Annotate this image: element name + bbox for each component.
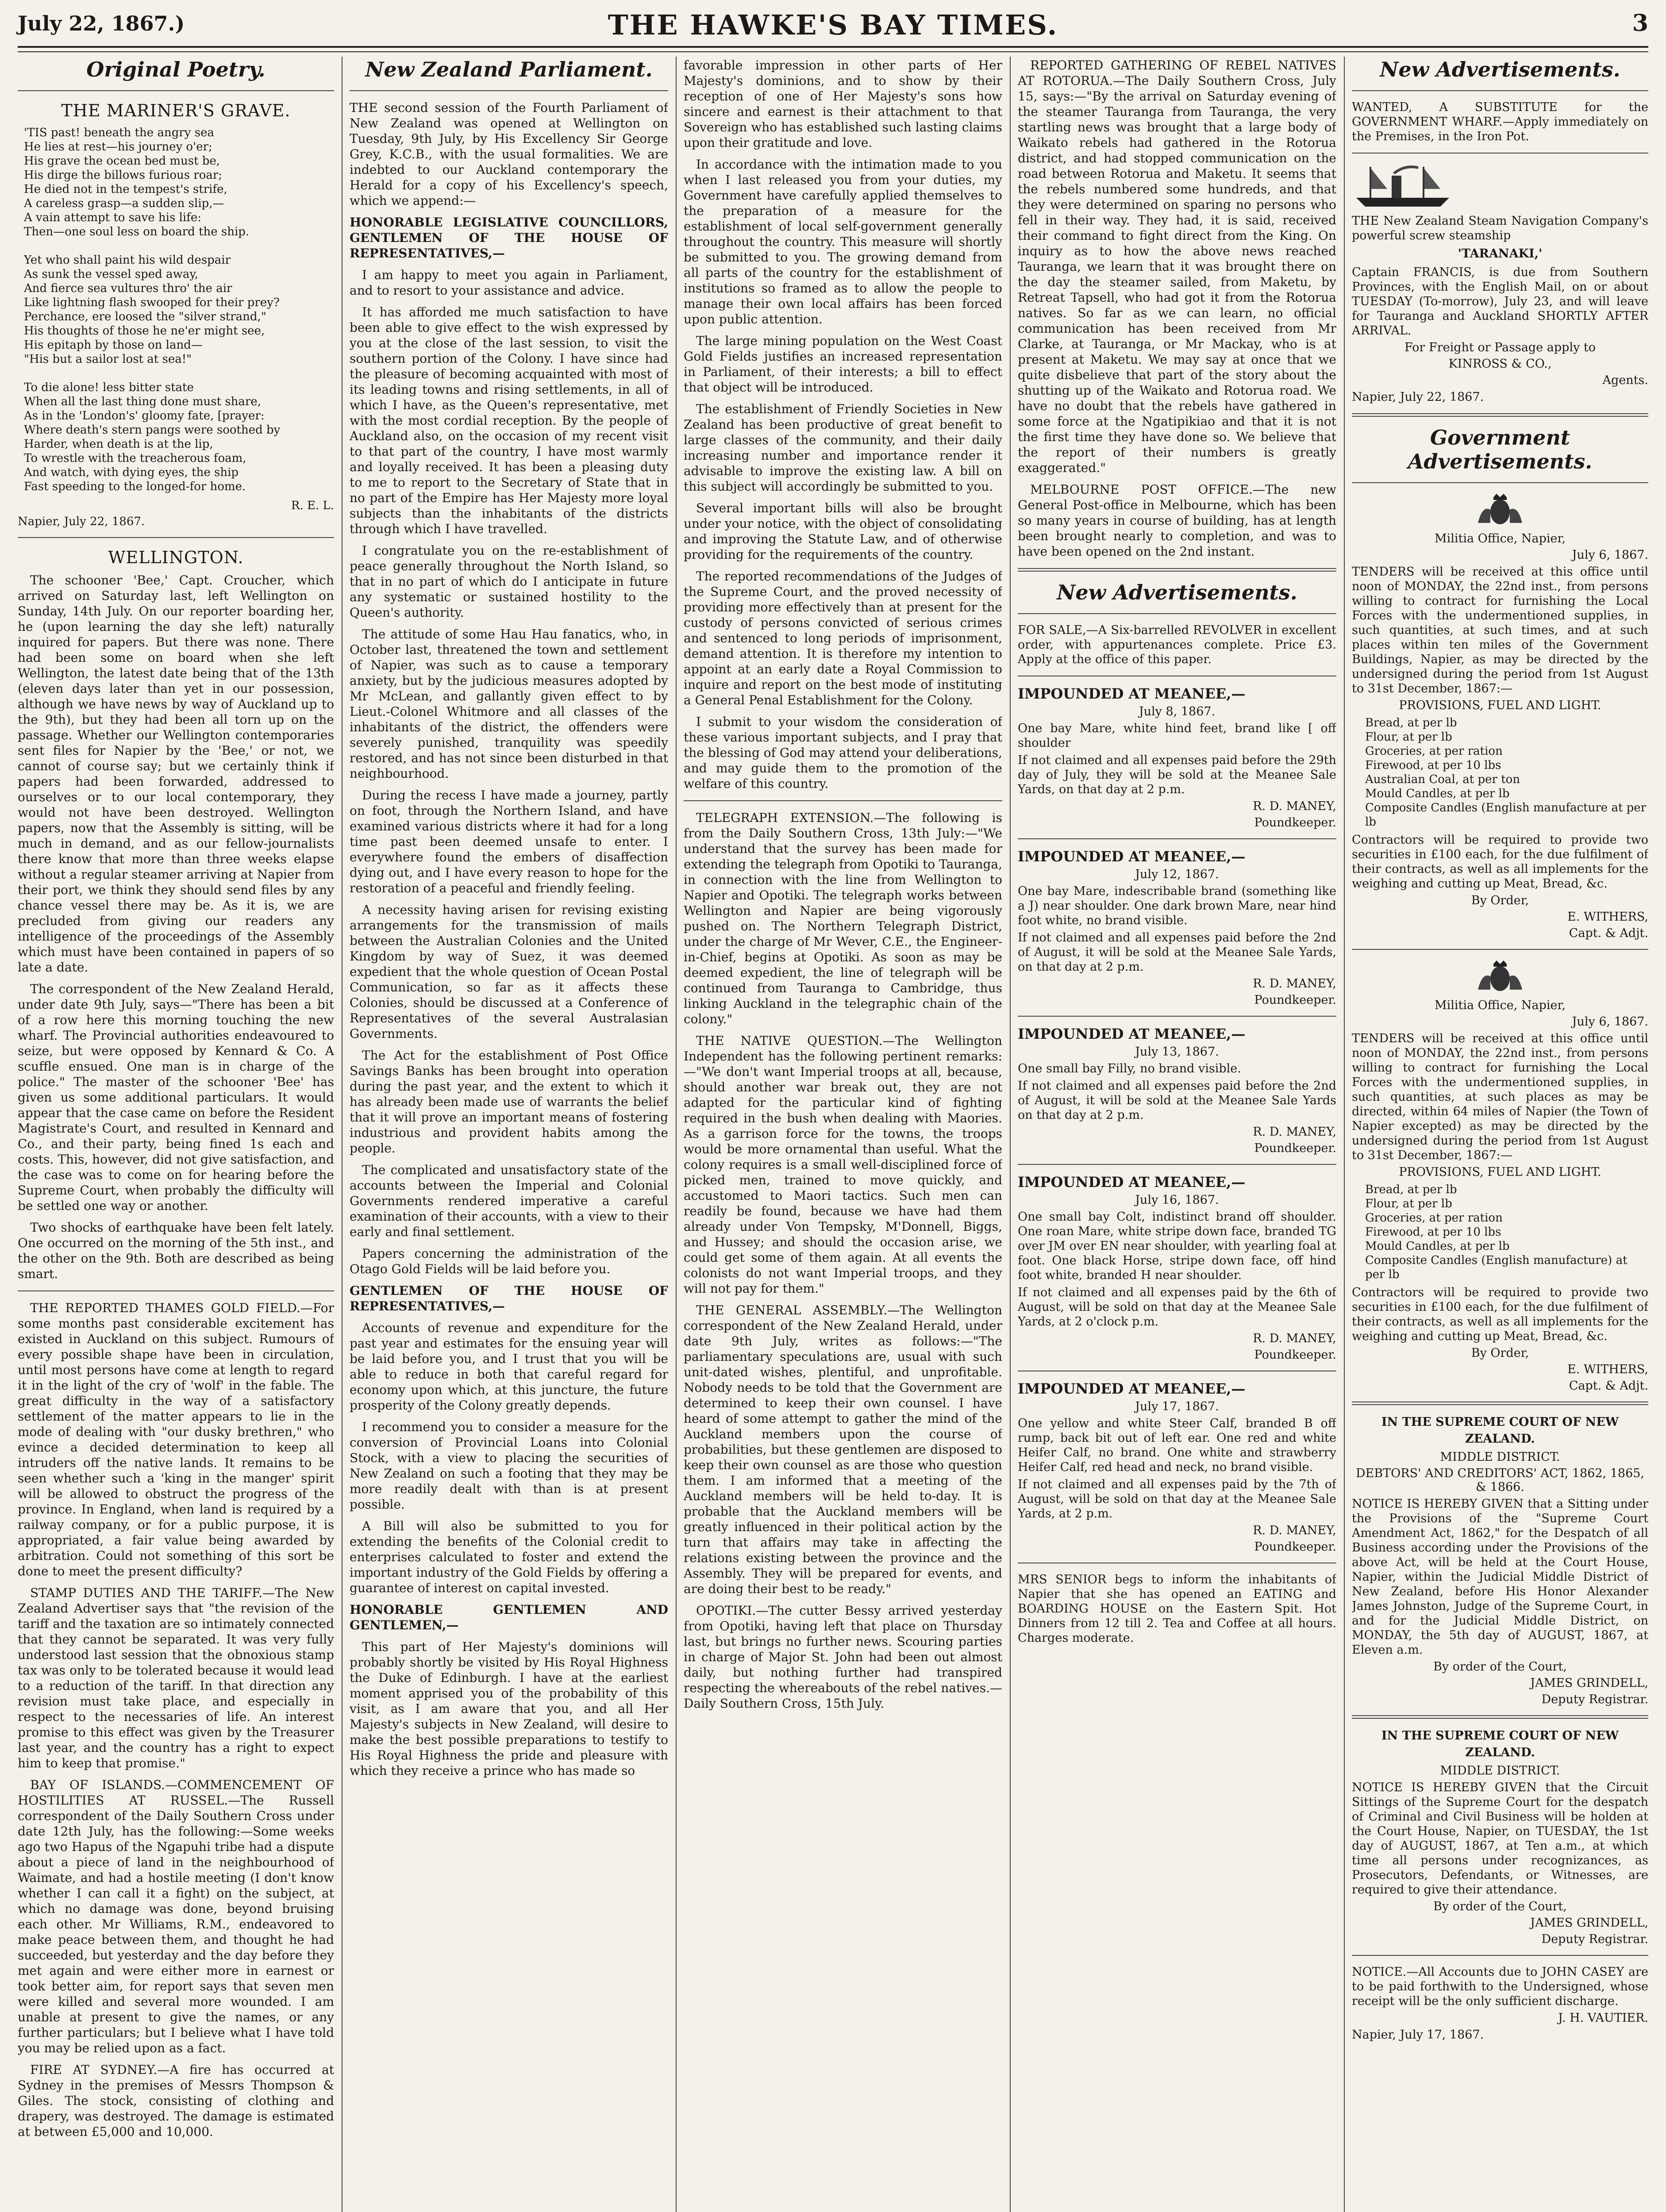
divider: [1352, 153, 1648, 154]
accounts-notice: [1352, 1965, 1648, 2042]
article-paragraph: FIRE AT SYDNEY.—A fire has occurred at Sydney in the premises of Messrs Thompson & Giles. The stock, consisting of clothing and drapery, was destroyed. The damage is estimated at between £5,000 and 10,000.: [18, 2062, 334, 2139]
steamship-freight: For Freight or Passage apply to: [1404, 341, 1596, 354]
tender-body: TENDERS will be received at this office until noon of MONDAY, the 22nd inst., from persons willing to contract for furnishing the Local Forces with the undermentioned supplies, in such quantities, at such places as may be directed, within 64 miles of Napier (the Town of Napier excepted) as may be directed by the undersigned during the period from 1st August to 31st December, 1867:—: [1352, 1032, 1648, 1162]
wellington-title: WELLINGTON.: [108, 548, 244, 567]
poem-line: Fast speeding to the longed-for home.: [24, 480, 246, 493]
court-notice: [1352, 1728, 1648, 1946]
divider: [1352, 1715, 1648, 1719]
impound-role: Poundkeeper.: [1254, 1348, 1336, 1362]
speech-paragraph: A necessity having arisen for revising existing arrangements for the transmission of mails between the Australian Colonies and the United Kingdom by way of Suez, it was deemed expedient that the whole question of Ocean Postal Communication, so far as it affects these Colonies, should be discussed at a Conference of Representatives of the several Australasian Governments.: [350, 902, 668, 1041]
impound-description: One bay Mare, indescribable brand (something like a J) near shoulder. One dark brown Mare, near hind foot white, no brand visible.: [1018, 884, 1336, 927]
masthead: [18, 8, 1648, 44]
column-1: [18, 58, 334, 2212]
tender-item: Firewood, at per 10 lbs: [1365, 759, 1501, 772]
impound-signer: R. D. MANEY,: [1253, 799, 1336, 813]
court-signer: JAMES GRINDELL,: [1530, 1676, 1648, 1690]
steamship-icon: [1352, 162, 1454, 211]
tender-notice: [1352, 492, 1648, 940]
melbourne-article: MELBOURNE POST OFFICE.—The new General Post-office in Melbourne, which has been so many years in course of building, has at length been brought nearly to completion, and was to have been opened on the 2nd instant.: [1018, 482, 1336, 559]
section-title-gov-ads: Government Advertisements.: [1408, 426, 1593, 473]
article-paragraph: STAMP DUTIES AND THE TARIFF.—The New Zealand Advertiser says that "the revision of the tariff and the taxation are so intimately connected that they cannot be separated. It was very fully understood last session that the obnoxious stamp tax was only to be tolerated because it would lead to a reduction of the tariff. In that direction any revision must take place, and especially in respect to the necessaries of life. An interest promise to this effect was given by the Treasurer last year, and the country has a right to expect him to keep that promise.": [18, 1586, 334, 1770]
speech-salutation: GENTLEMEN OF THE HOUSE OF REPRESENTATIVES,—: [350, 1283, 668, 1313]
impound-signer: R. D. MANEY,: [1253, 1332, 1336, 1345]
column-divider: [1010, 57, 1011, 2212]
poem-line: To die alone! less bitter state: [24, 381, 194, 394]
poem-title: THE MARINER'S GRAVE.: [61, 101, 291, 120]
impound-notice: [1018, 848, 1336, 1007]
tender-notice: [1352, 959, 1648, 1393]
column-2: [350, 58, 668, 2212]
article-paragraph: The correspondent of the New Zealand Herald, under date 9th July, says—"There has been a bit of a row here this morning touching the new wharf. The Provincial authorities endeavoured to seize, but were opposed by Kennard & Co. A scuffle ensued. One man is in charge of the police." The master of the schooner 'Bee' has given us some additional particulars. It would appear that the case came on before the Resident Magistrate's Court, and resulted in Kennard and Co., and their party, being fined 1s each and costs. This, however, did not give satisfaction, and the case was to come on for hearing before the Supreme Court, when probably the difficulty will be settled one way or another.: [18, 982, 334, 1213]
speech-paragraph: Papers concerning the administration of the Otago Gold Fields will be laid before you.: [350, 1246, 668, 1276]
impound-notice: [1018, 1380, 1336, 1554]
divider: [1352, 90, 1648, 91]
tender-signer: E. WITHERS,: [1567, 1363, 1648, 1376]
impound-heading: IMPOUNDED AT MEANEE,—: [1018, 1174, 1246, 1190]
speech-paragraph: Several important bills will also be brought under your notice, with the object of consolidating and improving the Statute Law, and of otherwise providing for the requirements of the country.: [684, 501, 1002, 562]
steamship-intro: THE New Zealand Steam Navigation Company's powerful screw steamship: [1352, 214, 1648, 242]
court-act: DEBTORS' AND CREDITORS' ACT, 1862, 1865, & 1866.: [1355, 1467, 1645, 1494]
steamship-name: 'TARANAKI,': [1458, 247, 1543, 261]
speech-paragraph: I congratulate you on the re-establishment of peace generally throughout the North Island, so that in no part of which do I anticipate in future any systematic or sustained hostility to the Queen's authority.: [350, 543, 668, 620]
column-3: [684, 58, 1002, 2212]
impound-terms: If not claimed and all expenses paid before the 2nd of August, it will be sold at the Meanee Sale Yards, on that day at 2 p.m.: [1018, 931, 1336, 974]
steamship-agent: KINROSS & CO.,: [1448, 357, 1552, 371]
divider: [1018, 838, 1336, 839]
impound-description: One small bay Filly, no brand visible.: [1018, 1062, 1241, 1075]
impound-notice: [1018, 1025, 1336, 1155]
tender-by-order: By Order,: [1471, 894, 1529, 907]
impound-signer: R. D. MANEY,: [1253, 977, 1336, 991]
tender-item: Flour, at per lb: [1365, 730, 1452, 744]
speech-paragraph: This part of Her Majesty's dominions will probably shortly be visited by His Royal Highness the Duke of Edinburgh. I have at the earliest moment apprised you of the probability of this visit, as I am aware that you, and all Her Majesty's subjects in New Zealand, will desire to make the best possible preparations to testify to His Royal Highness the pride and pleasure with which they receive a prince who has made so: [350, 1640, 668, 1778]
tender-item: Flour, at per lb: [1365, 1197, 1452, 1210]
impound-role: Poundkeeper.: [1254, 993, 1336, 1007]
tender-item: Composite Candles (English manufacture) at per lb: [1365, 1254, 1628, 1281]
court-notice: [1352, 1414, 1648, 1706]
speech-paragraph: The attitude of some Hau Hau fanatics, who, in October last, threatened the town and settlement of Napier, was such as to cause a temporary anxiety, but by the judicious measures adopted by Mr McLean, and gallantly given effect to by Lieut.-Colonel Whitmore and all classes of the inhabitants of the district, the offenders were severely punished, tranquility was speedily restored, and has not since been disturbed in that neighbourhood.: [350, 627, 668, 781]
speech-paragraph: I am happy to meet you again in Parliament, and to resort to your assistance and advice.: [350, 268, 668, 298]
court-heading: IN THE SUPREME COURT OF NEW ZEALAND.: [1381, 1415, 1619, 1446]
court-by-order: By order of the Court,: [1433, 1660, 1567, 1674]
poem-line: He died not in the tempest's strife,: [24, 183, 227, 196]
impound-signer: R. D. MANEY,: [1253, 1125, 1336, 1139]
divider: [1352, 1955, 1648, 1956]
accounts-notice-date: Napier, July 17, 1867.: [1352, 2028, 1484, 2042]
speech-paragraph: The complicated and unsatisfactory state of the accounts between the Imperial and Colonial Governments rendered imperative a careful examination of their accounts, with a view to their early and final settlement.: [350, 1163, 668, 1239]
column-4: [1018, 58, 1336, 2212]
poem-line: His thoughts of those he ne'er might see,: [24, 324, 265, 338]
poem-line: Perchance, ere loosed the "silver strand,": [24, 310, 266, 323]
speech-paragraph: In accordance with the intimation made to you when I last released you from your duties, my Government have carefully applied themselves to the preparation of a measure for the establishment of local self-government generally throughout the country. This measure will shortly be submitted to you. The growing demand from all parts of the country for the establishment of institutions so framed as to allow the people to manage their own local affairs has been forced upon public attention.: [684, 157, 1002, 326]
court-body: NOTICE IS HEREBY GIVEN that a Sitting under the Provisions of the "Supreme Court Amendment Act, 1862," for the Despatch of all Business according under the Provisions of the above Act, will be held at the Court House, Napier, within the Judicial Middle District of New Zealand, before His Honor Alexander James Johnston, Judge of the Supreme Court, in and for the Judicial Middle District, on MONDAY, the 5th day of AUGUST, 1867, at Eleven a.m.: [1352, 1497, 1648, 1657]
poem: [18, 126, 334, 494]
telegraph-article: TELEGRAPH EXTENSION.—The following is from the Daily Southern Cross, 13th July:—"We understand that the survey has been made for extending the telegraph from Opotiki to Tauranga, in connection with the line from Wellington to Napier and Opotiki. The telegraph works between Wellington and Napier are being vigorously pushed on. The Northern Telegraph District, under the charge of Mr Wever, C.E., the Engineer-in-Chief, begins at Opotiki. As soon as may be deemed expedient, the line of telegraph will be continued from Tauranga to Cambridge, thus linking Auckland in the telegraphic chain of the colony.": [684, 810, 1002, 1026]
speech-salutation: HONORABLE LEGISLATIVE COUNCILLORS, GENTLEMEN OF THE HOUSE OF REPRESENTATIVES,—: [350, 215, 668, 261]
royal-crest-icon: [1469, 492, 1531, 527]
impound-terms: If not claimed and all expenses paid before the 2nd of August, it will be sold at the Meanee Sale Yards on that day at 2 p.m.: [1018, 1079, 1336, 1122]
divider: [350, 90, 668, 91]
column-divider: [676, 57, 677, 2212]
tender-body: TENDERS will be received at this office until noon of MONDAY, the 22nd inst., from persons willing to contract for furnishing the Local Forces with the undermentioned supplies, in such quantities, at such times, and at such places within ten miles of the Government Buildings, Napier, as may be directed by the undersigned during the period from 1st August to 31st December, 1867:—: [1352, 565, 1648, 695]
poem-line: Yet who shall paint his wild despair: [24, 253, 231, 267]
speech-paragraph: The large mining population on the West Coast Gold Fields justifies an increased representation in Parliament, of their interests; a bill to effect that object will be introduced.: [684, 334, 1002, 395]
impound-notice: [1018, 685, 1336, 830]
divider: [1352, 1402, 1648, 1405]
speech-paragraph: I recommend you to consider a measure for the conversion of Provincial Loans into Colonial Stock, with a view to placing the securities of New Zealand on such a footing that they may be more readily dealt with than is at present possible.: [350, 1420, 668, 1512]
article-paragraph: BAY OF ISLANDS.—COMMENCEMENT OF HOSTILITIES AT RUSSEL.—The Russell correspondent of the Daily Southern Cross under date 12th July, has the following:—Some weeks ago two Hapus of the Ngapuhi tribe had a dispute about a piece of land in the neighbourhood of Waimate, and had a hostile meeting (I don't know whether I can call it a fight) on the subject, at which no damage was done, beyond bruising each other. Mr Williams, R.M., endeavored to make peace between them, and thought he had succeeded, but yesterday and the day before they met again and were either more in earnest or took better aim, for report says that seven men were killed and several more wounded. I am unable at present to give the names, or any further particulars; but I believe what I have told you may be relied upon as a fact.: [18, 1778, 334, 2055]
tender-item: Groceries, at per ration: [1365, 1211, 1503, 1225]
boarding-house-ad: [1018, 1572, 1336, 1645]
column-divider: [1344, 57, 1345, 2212]
steamship-ad: [1352, 162, 1648, 404]
speech-paragraph: A Bill will also be submitted to you for extending the benefits of the Colonial credit to enterprises calculated to foster and extend the important industry of the Gold Fields by offering a guarantee of interest on capital invested.: [350, 1519, 668, 1595]
divider: [18, 537, 334, 538]
article-paragraph: THE REPORTED THAMES GOLD FIELD.—For some months past considerable excitement has existed in Auckland on this subject. Rumours of every possible shape have been in circulation, until most persons have come at length to regard it in the light of the cry of 'wolf' in the fable. The great difficulty in the way of a satisfactory settlement of the matter appears to lie in the mode of dealing with "our dusky brethren," who evince a decided determination to keep all intruders off the native lands. It remains to be seen whether such a 'king in the manger' spirit will be allowed to obstruct the progress of the province. In England, when land is required by a railway company, or for a public purpose, it is appropriated, a fair value being awarded by arbitration. Could not something of this sort be done to meet the present difficulty?: [18, 1301, 334, 1578]
impound-date: July 16, 1867.: [1135, 1193, 1219, 1207]
impound-terms: If not claimed and all expenses paid by the 6th of August, will be sold on that day at the Meanee Sale Yards, at 2 o'clock p.m.: [1018, 1286, 1336, 1329]
poem-line: Harder, when death is at the lip,: [24, 438, 213, 451]
divider: [1018, 1164, 1336, 1165]
impound-description: One yellow and white Steer Calf, branded B off rump, back bit out of left ear. One red and white Heifer Calf, no brand. One white and strawberry Heifer Calf, red head and neck, no brand visible.: [1018, 1417, 1336, 1474]
divider: [18, 90, 334, 91]
court-heading: IN THE SUPREME COURT OF NEW ZEALAND.: [1381, 1729, 1619, 1759]
poem-signature: R. E. L.: [291, 499, 334, 512]
page-number: 3: [1632, 10, 1648, 37]
speech-paragraph: The reported recommendations of the Judges of the Supreme Court, and the proved necessity of providing more effectively than at present for the custody of persons convicted of serious crimes and sentenced to long periods of imprisonment, demand attention. It is therefore my intention to appoint at an early date a Royal Commission to inquire and report on the best mode of instituting a General Penal Establishment for the Colony.: [684, 569, 1002, 707]
column-5: [1352, 58, 1648, 2212]
poem-line: "His but a sailor lost at sea!": [24, 353, 192, 366]
impound-date: July 17, 1867.: [1135, 1400, 1219, 1413]
poem-date: Napier, July 22, 1867.: [18, 515, 145, 528]
speech-paragraph: favorable impression in other parts of Her Majesty's dominions, and to show by their reception of one of Her Majesty's sons how sincere and earnest is their attachment to that Sovereign who has established such lasting claims upon their gratitude and love.: [684, 58, 1002, 150]
court-district: MIDDLE DISTRICT.: [1440, 1764, 1560, 1778]
tender-terms: Contractors will be required to provide two securities in £100 each, for the due fulfilment of their contracts, as well as all implements for the weighing and cutting up Meat, Bread, &c.: [1352, 833, 1648, 891]
impound-heading: IMPOUNDED AT MEANEE,—: [1018, 1025, 1246, 1042]
accounts-notice-signer: J. H. VAUTIER.: [1558, 2011, 1648, 2025]
divider: [1352, 413, 1648, 417]
tender-signer: E. WITHERS,: [1567, 910, 1648, 924]
speech-paragraph: The Act for the establishment of Post Office Savings Banks has been brought into operation during the past year, and the extent to which it has already been made use of warrants the belief that it will prove an important means of fostering industrious and provident habits among the people.: [350, 1048, 668, 1156]
poem-line: His epitaph by those on land—: [24, 338, 203, 352]
impound-notice: [1018, 1174, 1336, 1362]
court-district: MIDDLE DISTRICT.: [1440, 1450, 1560, 1464]
impound-role: Poundkeeper.: [1254, 1540, 1336, 1554]
tender-item: Mould Candles, at per lb: [1365, 787, 1510, 800]
steamship-details: Captain FRANCIS, is due from Southern Provinces, with the English Mail, on or about TUESDAY (To-morrow), July 23, and will leave for Tauranga and Auckland SHORTLY AFTER ARRIVAL.: [1352, 265, 1648, 338]
tender-item: Firewood, at per 10 lbs: [1365, 1225, 1501, 1239]
article-paragraph: The schooner 'Bee,' Capt. Croucher, which arrived on Saturday last, left Wellington on Sunday, 14th July. On our reporter boarding her, he (upon learning the day she left) naturally inquired for papers. But there was none. There had been some on board when she left Wellington, the latest date being that of the 13th (eleven days later than yet in our possession, although we have news by way of Auckland up to the 9th), but they had been all torn up on the passage. Whether our Wellington contemporaries sent files for Napier by the 'Bee,' or not, we cannot of course say; but we certainly think if papers had been forwarded, addressed to ourselves or to our local contemporary, they would not have been destroyed. Wellington papers, now that the Assembly is sitting, will be much in demand, and as our fellow-journalists there know that more than three weeks elapse without a regular steamer arriving at Napier from their port, we think they should send files by any chance vessel there may be. As it is, we are precluded from giving our readers any intelligence of the proceedings of the Assembly which must have been contained in papers of so late a date.: [18, 573, 334, 975]
wanted-ad-text: WANTED, A SUBSTITUTE for the GOVERNMENT WHARF.—Apply immediately on the Premises, in the Iron Pot.: [1352, 100, 1648, 143]
tender-item: Australian Coal, at per ton: [1365, 773, 1520, 786]
poem-line: His dirge the billows furious roar;: [24, 169, 223, 182]
general-assembly-article: THE GENERAL ASSEMBLY.—The Wellington correspondent of the New Zealand Herald, under date 9th July, writes as follows:—"The parliamentary speculations are, usual with such unit-dated wishes, plentiful, and unprofitable. Nobody needs to be told that the Government are determined to keep their own counsel. I have heard of some attempt to gather the mind of the Auckland members upon the course of probabilities, but these gentlemen are disposed to keep their own counsel as are those who question them. I am informed that a meeting of the Auckland members will be held to-day. It is probable that the Auckland members will be greatly influenced in their political action by the turn that affairs may take in affecting the relations existing between the province and the Assembly. They will be prepared for events, and are doing their best to be ready.": [684, 1303, 1002, 1596]
poem-line: A careless grasp—a sudden slip,—: [24, 197, 224, 210]
speech-salutation: HONORABLE GENTLEMEN AND GENTLEMEN,—: [350, 1602, 668, 1632]
divider: [1352, 482, 1648, 483]
impound-date: July 12, 1867.: [1135, 868, 1219, 881]
tender-office: Militia Office, Napier,: [1434, 532, 1566, 545]
issue-date: July 22, 1867.): [18, 12, 185, 35]
article-paragraph: Two shocks of earthquake have been felt lately. One occurred on the morning of the 5th inst., and the other on the 9th. Both are described as being smart.: [18, 1220, 334, 1281]
tender-terms: Contractors will be required to provide two securities in £100 each, for the due fulfilment of their contracts, as well as all implements for the weighing and cutting up Meat, Bread, &c.: [1352, 1286, 1648, 1343]
tender-date: July 6, 1867.: [1572, 548, 1648, 562]
divider: [1018, 613, 1336, 614]
tender-date: July 6, 1867.: [1572, 1015, 1648, 1029]
speech-paragraph: Accounts of revenue and expenditure for the past year and estimates for the ensuing year will be laid before you, and I trust that you will be able to reduce in both that careful regard for economy upon which, at this juncture, the future prosperity of the Colony greatly depends.: [350, 1321, 668, 1413]
tender-item: Groceries, at per ration: [1365, 745, 1503, 758]
sale-ad: [1018, 623, 1336, 667]
poem-line: Then—one soul less on board the ship.: [24, 225, 250, 238]
impound-signer: R. D. MANEY,: [1253, 1524, 1336, 1537]
poem-line: Like lightning flash swooped for their prey?: [24, 296, 280, 309]
tender-item: Mould Candles, at per lb: [1365, 1240, 1510, 1253]
impound-description: One small bay Colt, indistinct brand off shoulder. One roan Mare, white stripe down face, branded TG over JM over EN near shoulder, with yearling foal at foot. One black Horse, stripe down face, off hind foot white, branded H near shoulder.: [1018, 1210, 1336, 1282]
tender-items: [1365, 1183, 1648, 1282]
poem-line: As in the 'London's' gloomy fate, [prayer:: [24, 409, 265, 422]
speech-paragraph: It has afforded me much satisfaction to have been able to give effect to the wish expressed by you at the close of the last session, to visit the southern portion of the Colony. I have since had the pleasure of becoming acquainted with most of its leading towns and rising settlements, in all of which I have, as the Queen's representative, met with the most cordial reception. By the people of Auckland also, on the occasion of my recent visit to that part of the country, I have most warmly and loyally received. It has been a pleasing duty to me to report to the Secretary of State that in no part of the Empire has Her Majesty more loyal subjects than the inhabitants of the districts through which I have travelled.: [350, 305, 668, 536]
tender-items: [1365, 716, 1648, 829]
impound-role: Poundkeeper.: [1254, 816, 1336, 830]
divider: [18, 1290, 334, 1291]
steamship-agents-label: Agents.: [1602, 373, 1648, 387]
tender-item: Bread, at per lb: [1365, 1183, 1457, 1196]
tender-by-order: By Order,: [1471, 1346, 1529, 1360]
section-title-parliament: New Zealand Parliament.: [365, 58, 653, 81]
speech-paragraph: I submit to your wisdom the consideration of these various important subjects, and I pray that the blessing of God may attend your deliberations, and may guide them to the promotion of the welfare of this country.: [684, 714, 1002, 791]
accounts-notice-text: NOTICE.—All Accounts due to JOHN CASEY are to be paid forthwith to the Undersigned, whose receipt will be the only sufficient discharge.: [1352, 1965, 1648, 2008]
impound-date: July 8, 1867.: [1139, 705, 1216, 718]
masthead-rule: [18, 46, 1648, 52]
tender-item: Bread, at per lb: [1365, 716, 1457, 730]
sale-ad-text: FOR SALE,—A Six-barrelled REVOLVER in excellent order, with appurtenances complete. Price £3. Apply at the office of this paper.: [1018, 623, 1336, 666]
impound-heading: IMPOUNDED AT MEANEE,—: [1018, 1380, 1246, 1397]
impound-description: One bay Mare, white hind feet, brand like [ off shoulder: [1018, 722, 1336, 750]
section-title-new-ads: New Advertisements.: [1380, 58, 1620, 81]
poem-line: And fierce sea vultures thro' the air: [24, 282, 232, 295]
impound-heading: IMPOUNDED AT MEANEE,—: [1018, 685, 1246, 702]
divider: [1018, 568, 1336, 572]
section-title-new-ads: New Advertisements.: [1057, 580, 1297, 604]
court-role: Deputy Registrar.: [1541, 1693, 1648, 1706]
impound-terms: If not claimed and all expenses paid by the 7th of August, will be sold on that day at the Meanee Sale Yards, at 2 p.m.: [1018, 1478, 1336, 1521]
native-question-article: THE NATIVE QUESTION.—The Wellington Independent has the following pertinent remarks:—"We don't want Imperial troops at all, because, should another war break out, they are not adapted for the particular kind of fighting required in the bush when dealing with Maories. As a garrison force for the towns, the troops would be more ornamental than useful. What the colony requires is a small well-disciplined force of picked men, trained to move quickly, and accustomed to Maori tactics. Such men can readily be found, because we have had them already under Von Tempsky, M'Donnell, Biggs, and Hussey; and should the occasion arise, we could get some of them again. At all events the colonists do not want Imperial troops, and they will not pay for them.": [684, 1033, 1002, 1296]
poem-line: His grave the ocean bed must be,: [24, 154, 220, 168]
divider: [1018, 1016, 1336, 1017]
tender-item: Composite Candles (English manufacture at per lb: [1365, 801, 1647, 829]
speech-paragraph: During the recess I have made a journey, partly on foot, through the Northern Island, and have examined various districts where it had for a long time past been deemed unsafe to enter. I everywhere found the embers of disaffection dying out, and I have every reason to hope for the restoration of a peaceful and friendly feeling.: [350, 788, 668, 895]
poem-line: As sunk the vessel sped away,: [24, 268, 198, 281]
divider: [1352, 949, 1648, 950]
poem-line: To wrestle with the treacherous foam,: [24, 452, 246, 465]
tender-role: Capt. & Adjt.: [1569, 1379, 1648, 1393]
poem-line: A vain attempt to save his life:: [24, 211, 201, 224]
article-intro: THE second session of the Fourth Parliament of New Zealand was opened at Wellington on Tuesday, 9th July, by His Excellency Sir George Grey, K.C.B., with the usual formalities. We are indebted to our Auckland contemporary the Herald for a copy of his Excellency's speech, which we append:—: [350, 100, 668, 208]
tender-office: Militia Office, Napier,: [1434, 998, 1566, 1012]
steamship-date: Napier, July 22, 1867.: [1352, 390, 1484, 404]
tender-list-title: PROVISIONS, FUEL AND LIGHT.: [1399, 1165, 1601, 1179]
impound-role: Poundkeeper.: [1254, 1141, 1336, 1155]
royal-crest-icon: [1469, 959, 1531, 994]
impound-heading: IMPOUNDED AT MEANEE,—: [1018, 848, 1246, 865]
impound-terms: If not claimed and all expenses paid before the 29th day of July, they will be sold at the Meanee Sale Yards, on that day at 2 p.m.: [1018, 753, 1336, 796]
impound-date: July 13, 1867.: [1135, 1045, 1219, 1059]
poem-line: And watch, with dying eyes, the ship: [24, 466, 239, 479]
court-role: Deputy Registrar.: [1541, 1932, 1648, 1946]
tender-list-title: PROVISIONS, FUEL AND LIGHT.: [1399, 699, 1601, 712]
poem-line: 'TIS past! beneath the angry sea: [24, 126, 214, 139]
court-body: NOTICE IS HEREBY GIVEN that the Circuit Sittings of the Supreme Court for the despatch of Criminal and Civil Business will be holden at the Court House, Napier, on TUESDAY, the 1st day of AUGUST, 1867, at Ten a.m., at which time all persons under recognizances, as Prosecutors, Defendants, or Witnesses, are required to give their attendance.: [1352, 1781, 1648, 1897]
court-signer: JAMES GRINDELL,: [1530, 1916, 1648, 1930]
poem-line: Where death's stern pangs were soothed by: [24, 423, 281, 437]
newspaper-title: THE HAWKE'S BAY TIMES.: [608, 9, 1058, 41]
boarding-house-text: MRS SENIOR begs to inform the inhabitants of Napier that she has opened an EATING and BOARDING HOUSE on the Eastern Spit. Hot Dinners from 12 till 2. Tea and Coffee at all hours. Charges moderate.: [1018, 1573, 1336, 1645]
poem-line: He lies at rest—his journey o'er;: [24, 140, 212, 154]
section-title-poetry: Original Poetry.: [86, 58, 265, 81]
wanted-ad: [1352, 100, 1648, 144]
speech-paragraph: The establishment of Friendly Societies in New Zealand has been productive of great benefit to large classes of the community, and their daily increasing number and importance render it advisable to improve the existing law. A bill on this subject will accordingly be submitted to you.: [684, 402, 1002, 494]
divider: [684, 800, 1002, 801]
rebels-article: REPORTED GATHERING OF REBEL NATIVES AT ROTORUA.—The Daily Southern Cross, July 15, says:—"By the arrival on Saturday evening of the steamer Tauranga from Tauranga, the very startling news was brought that a large body of Waikato rebels had gathered in the Rotorua district, and had stopped communication on the road between Rotorua and Maketu. It seems that the rebels numbered some hundreds, and that they were determined on sparing no persons who fell in their way. They had, it is said, received their command to fight direct from the King. On inquiry as to how the above news reached Tauranga, we learn that it was brought there on the day the steamer sailed, from Maketu, by Retreat Tapsell, who had got it from the Rotorua natives. So far as we can learn, no official communication has been received from Mr Clarke, at Tauranga, or Mr Mackay, who is at present at Maketu. We may say at once that we quite disbelieve that part of the story about the shutting up of the Waikato and Rotorua road. We have no doubt that the rebels have gathered in some force at the Ngatipikiao and that it is not the first time they have done so. We believe that the report of their numbers is greatly exaggerated.": [1018, 58, 1336, 475]
court-by-order: By order of the Court,: [1433, 1900, 1567, 1913]
opotiki-article: OPOTIKI.—The cutter Bessy arrived yesterday from Opotiki, having left that place on Thursday last, but brings no further news. Scouring parties in charge of Major St. John had been out almost daily, but nothing further had transpired respecting the whereabouts of the rebel natives.—Daily Southern Cross, 15th July.: [684, 1603, 1002, 1711]
tender-role: Capt. & Adjt.: [1569, 926, 1648, 940]
poem-line: When all the last thing done must share,: [24, 395, 261, 408]
